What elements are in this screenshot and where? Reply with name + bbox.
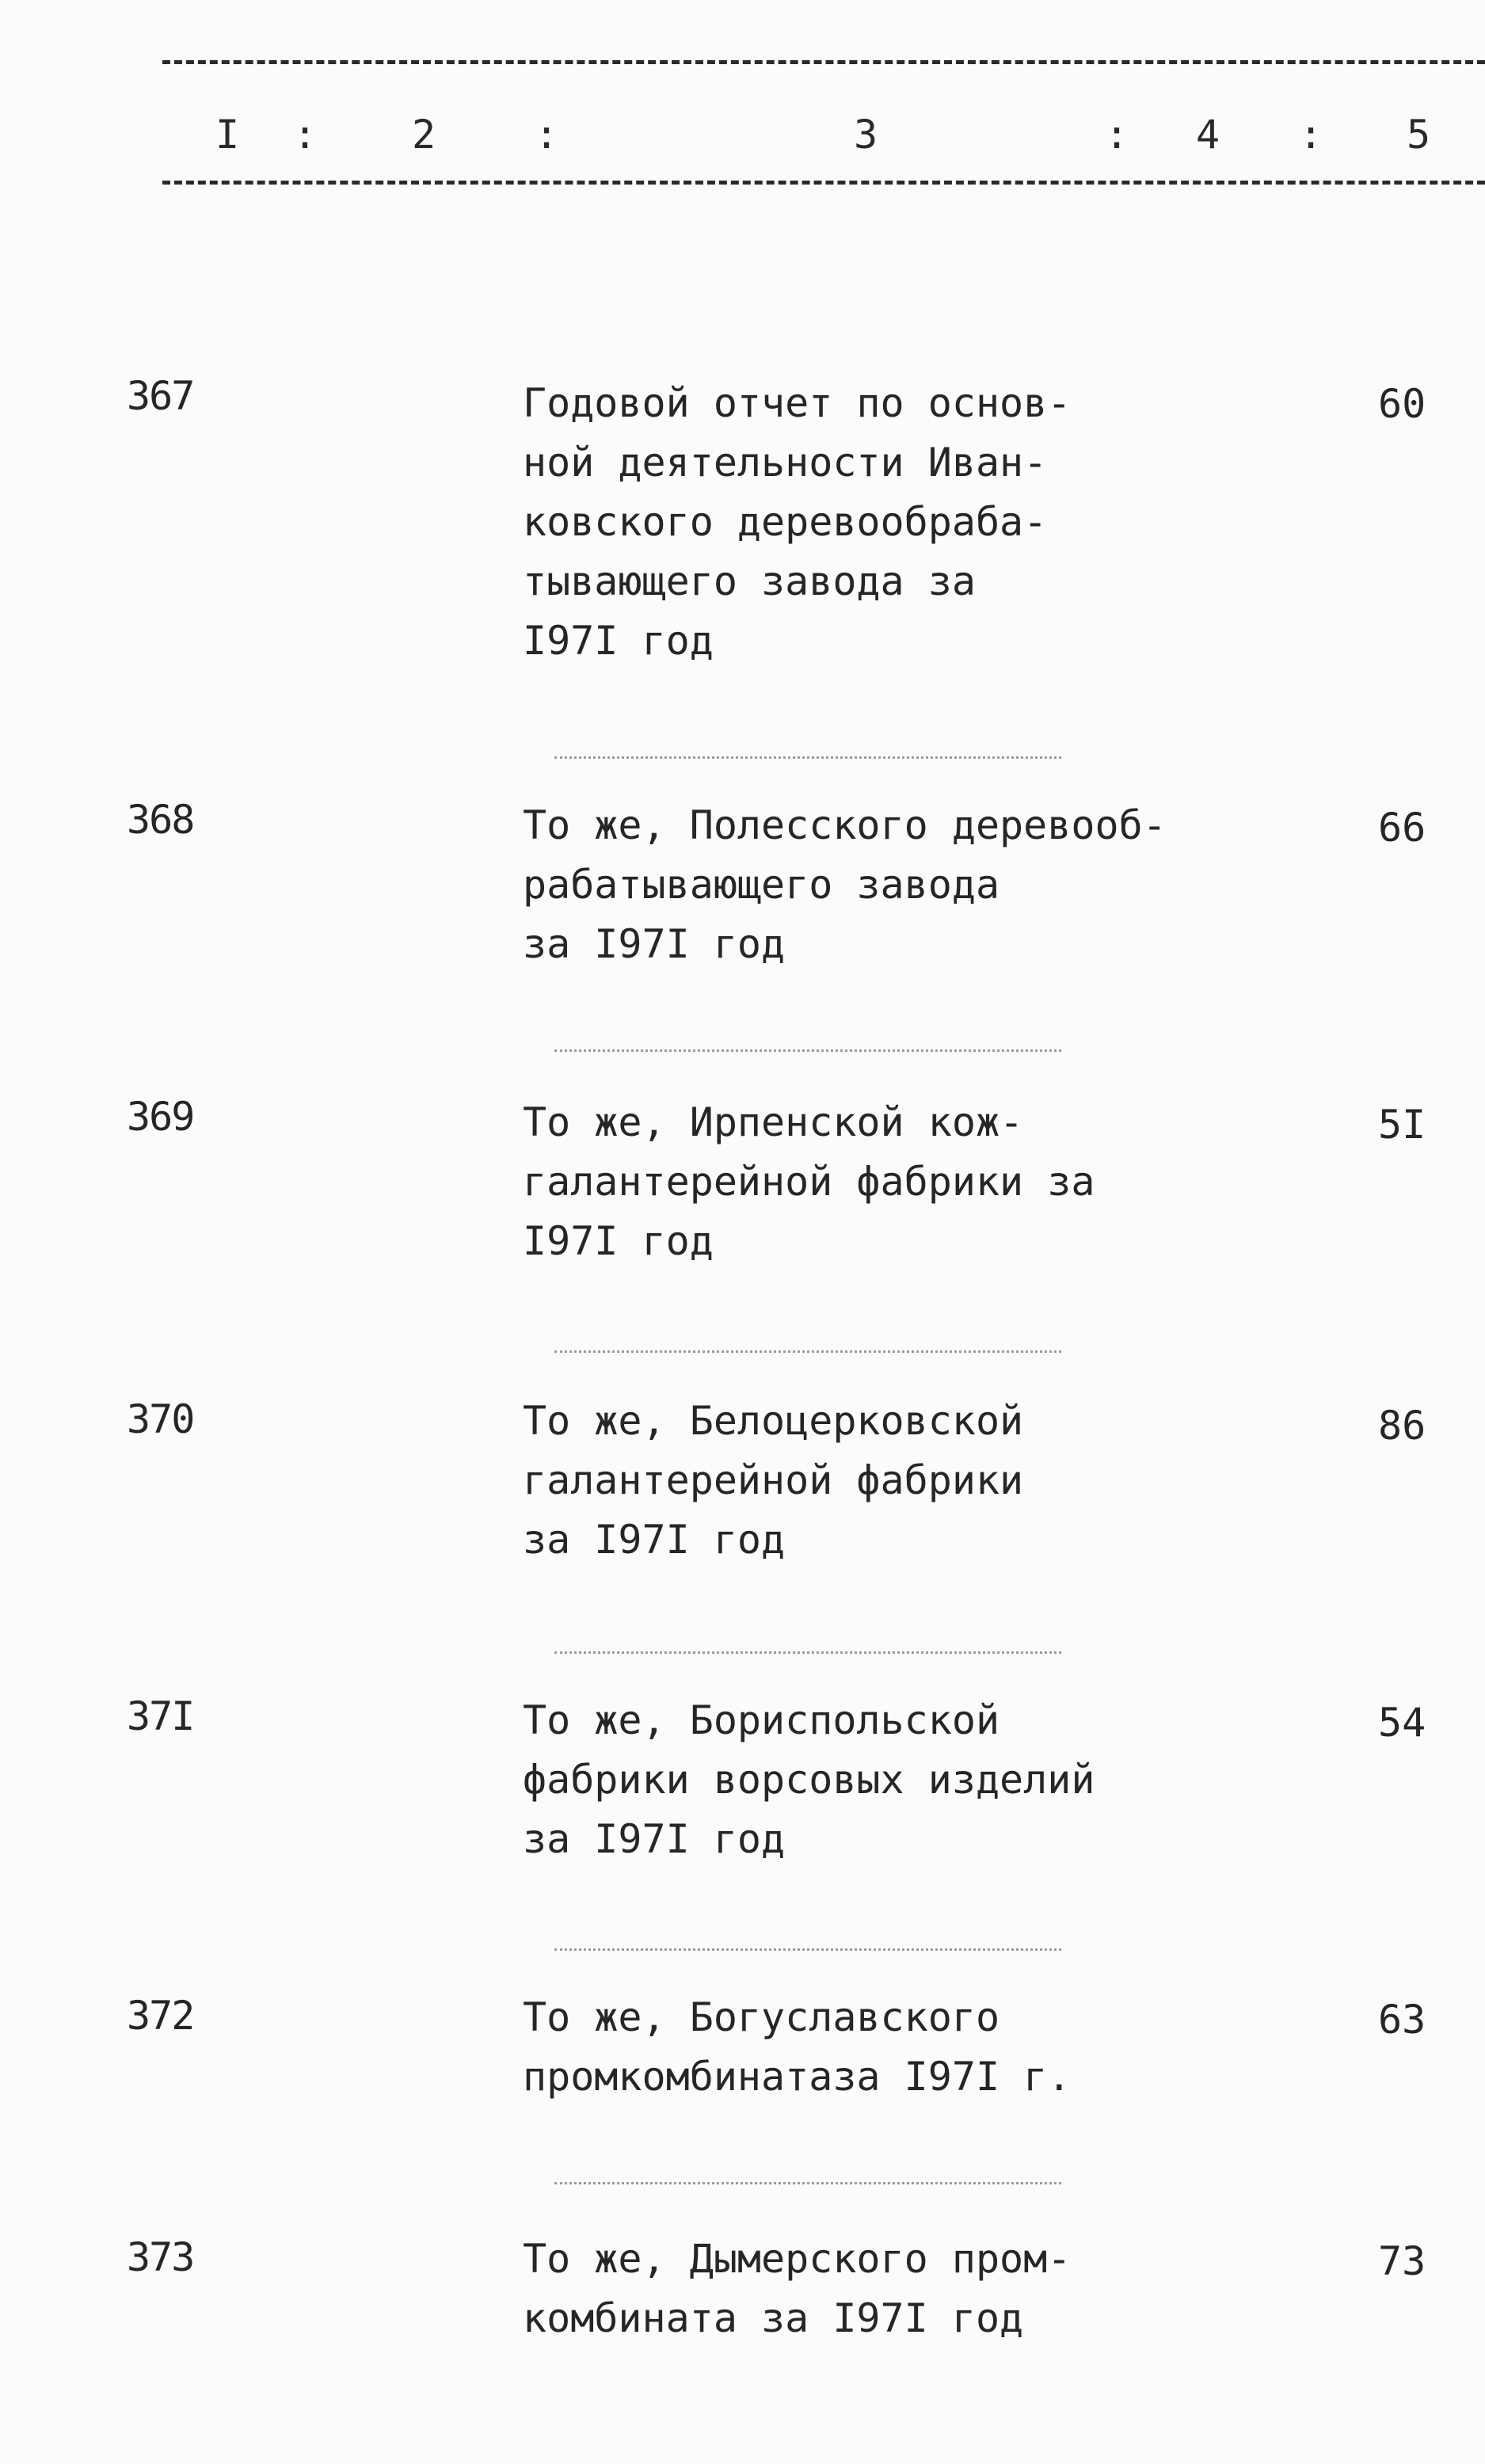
row-number: 367 (127, 373, 194, 419)
row-title: Годовой отчет по основ- ной деятельности Иван- ковского деревообраба- тывающего завода за I97I год (523, 380, 1072, 664)
column-separator: : (1299, 112, 1323, 158)
row-number: 369 (127, 1094, 194, 1140)
column-separator: : (535, 112, 559, 158)
column-header-3: 3 (854, 112, 878, 158)
row-divider (554, 1049, 1061, 1052)
row-number: 368 (127, 797, 194, 843)
row-sheets: 54 (1378, 1700, 1426, 1746)
row-number: 373 (127, 2234, 194, 2280)
column-separator: : (293, 112, 318, 158)
header-rule-top (162, 60, 1485, 64)
row-sheets: 86 (1378, 1403, 1426, 1449)
column-header-1: I (215, 112, 240, 158)
row-title: То же, Бориспольской фабрики ворсовых изделий за I97I год (523, 1697, 1095, 1862)
column-header-2: 2 (412, 112, 436, 158)
row-divider (554, 756, 1061, 759)
row-divider (554, 1948, 1061, 1951)
row-sheets: 73 (1378, 2238, 1426, 2284)
row-title: То же, Ирпенской кож- галантерейной фабрики за I97I год (523, 1099, 1095, 1264)
column-separator: : (1105, 112, 1129, 158)
row-title: То же, Дымерского пром- комбината за I97I год (523, 2236, 1072, 2341)
header-rule-bottom (162, 181, 1485, 185)
row-number: 370 (127, 1396, 194, 1442)
row-sheets: 60 (1378, 381, 1426, 427)
row-title: То же, Богуславского промкомбинатаза I97I г. (523, 1994, 1072, 2100)
row-sheets: 63 (1378, 1997, 1426, 2043)
row-divider (554, 1651, 1061, 1654)
row-title: То же, Полесского деревооб- рабатывающего завода за I97I год (523, 802, 1167, 967)
column-header-5: 5 (1407, 112, 1431, 158)
column-header-4: 4 (1196, 112, 1220, 158)
row-title: То же, Белоцерковской галантерейной фабрики за I97I год (523, 1398, 1024, 1563)
row-number: 372 (127, 1993, 194, 2039)
row-divider (554, 2182, 1061, 2184)
row-sheets: 66 (1378, 805, 1426, 851)
row-sheets: 5I (1378, 1102, 1426, 1148)
row-divider (554, 1350, 1061, 1353)
row-number: 37I (127, 1693, 194, 1739)
